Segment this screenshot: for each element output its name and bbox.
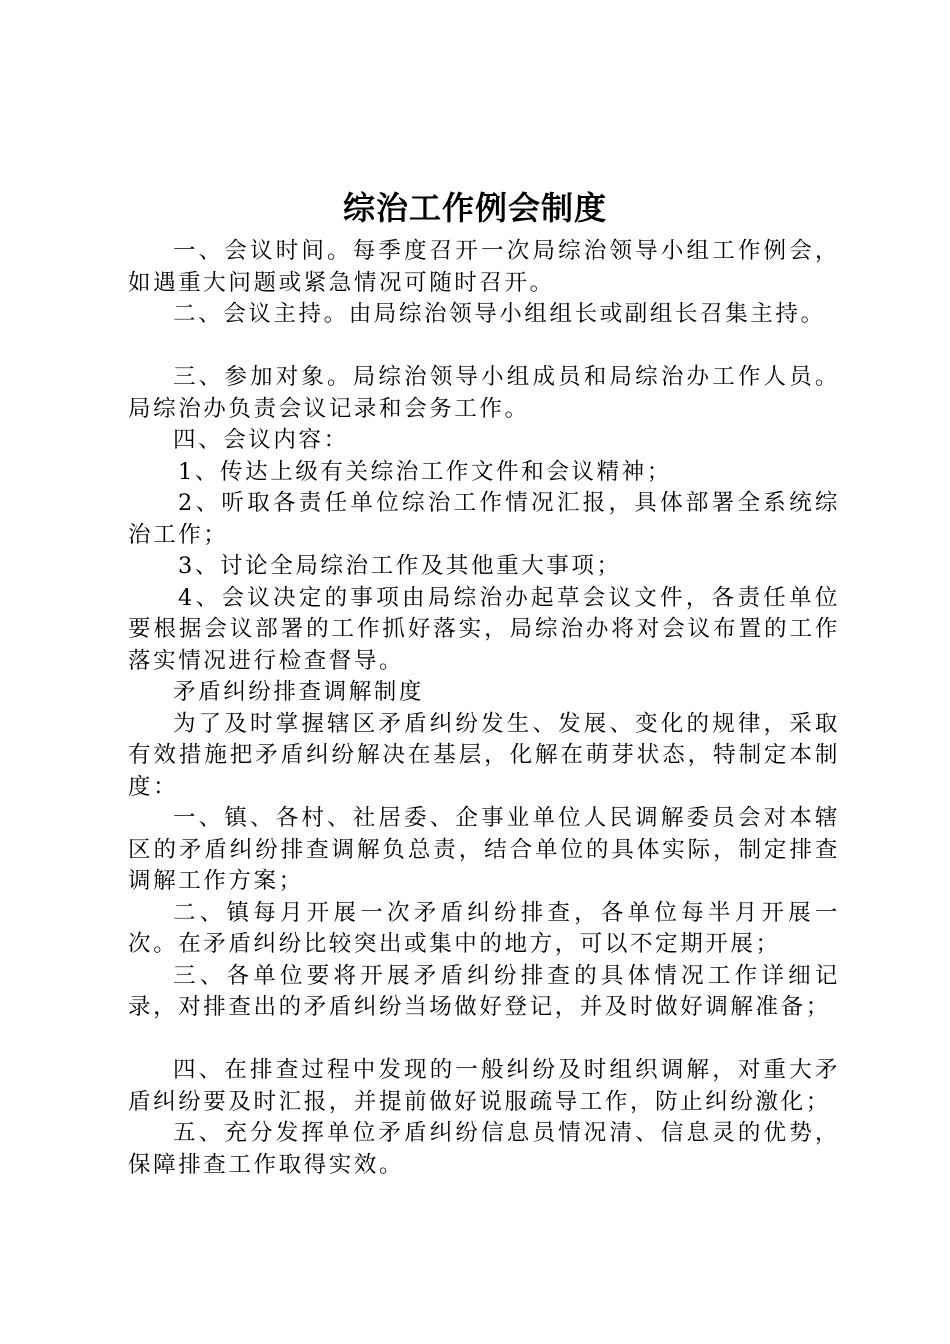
section-heading: 矛盾纠纷排查调解制度: [173, 679, 425, 705]
list-item-4: 4、会议决定的事项由局综治办起草会议文件，各责任单位要根据会议部署的工作抓好落实，局综治办将对会议布置的工作落实情况进行检查督导。: [128, 584, 840, 674]
document-title: 综治工作例会制度: [342, 189, 607, 227]
list-item-1: 1、传达上级有关综治工作文件和会议精神；: [178, 458, 672, 485]
list-item-3: 3、讨论全局综治工作及其他重大事项；: [178, 553, 622, 579]
paragraph-intro: 为了及时掌握辖区矛盾纠纷发生、发展、变化的规律，采取有效措施把矛盾纠纷解决在基层，化解在萌芽状态，特制定本制度：: [128, 710, 840, 800]
paragraph-rule-5: 五、充分发挥单位矛盾纠纷信息员情况清、信息灵的优势，保障排查工作取得实效。: [128, 1120, 840, 1178]
paragraph-rule-4: 四、在排查过程中发现的一般纠纷及时组织调解，对重大矛盾纠纷要及时汇报，并提前做好说服疏导工作，防止纠纷激化；: [128, 1057, 840, 1115]
paragraph-participants: 三、参加对象。局综治领导小组成员和局综治办工作人员。局综治办负责会议记录和会务工作。: [128, 364, 840, 422]
list-item-2: 2、听取各责任单位综治工作情况汇报，具体部署全系统综治工作；: [128, 490, 840, 548]
paragraph-rule-1: 一、镇、各村、社居委、企事业单位人民调解委员会对本辖区的矛盾纠纷排查调解负总责，结合单位的具体实际，制定排查调解工作方案；: [128, 805, 840, 894]
paragraph-rule-2: 二、镇每月开展一次矛盾纠纷排查，各单位每半月开展一次。在矛盾纠纷比较突出或集中的地方，可以不定期开展；: [128, 899, 840, 957]
paragraph-rule-3: 三、各单位要将开展矛盾纠纷排查的具体情况工作详细记录，对排查出的矛盾纠纷当场做好登记，并及时做好调解准备；: [128, 962, 840, 1020]
paragraph-meeting-time: 一、会议时间。每季度召开一次局综治领导小组工作例会，如遇重大问题或紧急情况可随时召开。: [128, 238, 840, 296]
paragraph-meeting-content: 四、会议内容：: [173, 427, 349, 453]
document-body: [128, 236, 840, 1181]
paragraph-meeting-host: 二、会议主持。由局综治领导小组组长或副组长召集主持。: [173, 301, 826, 327]
